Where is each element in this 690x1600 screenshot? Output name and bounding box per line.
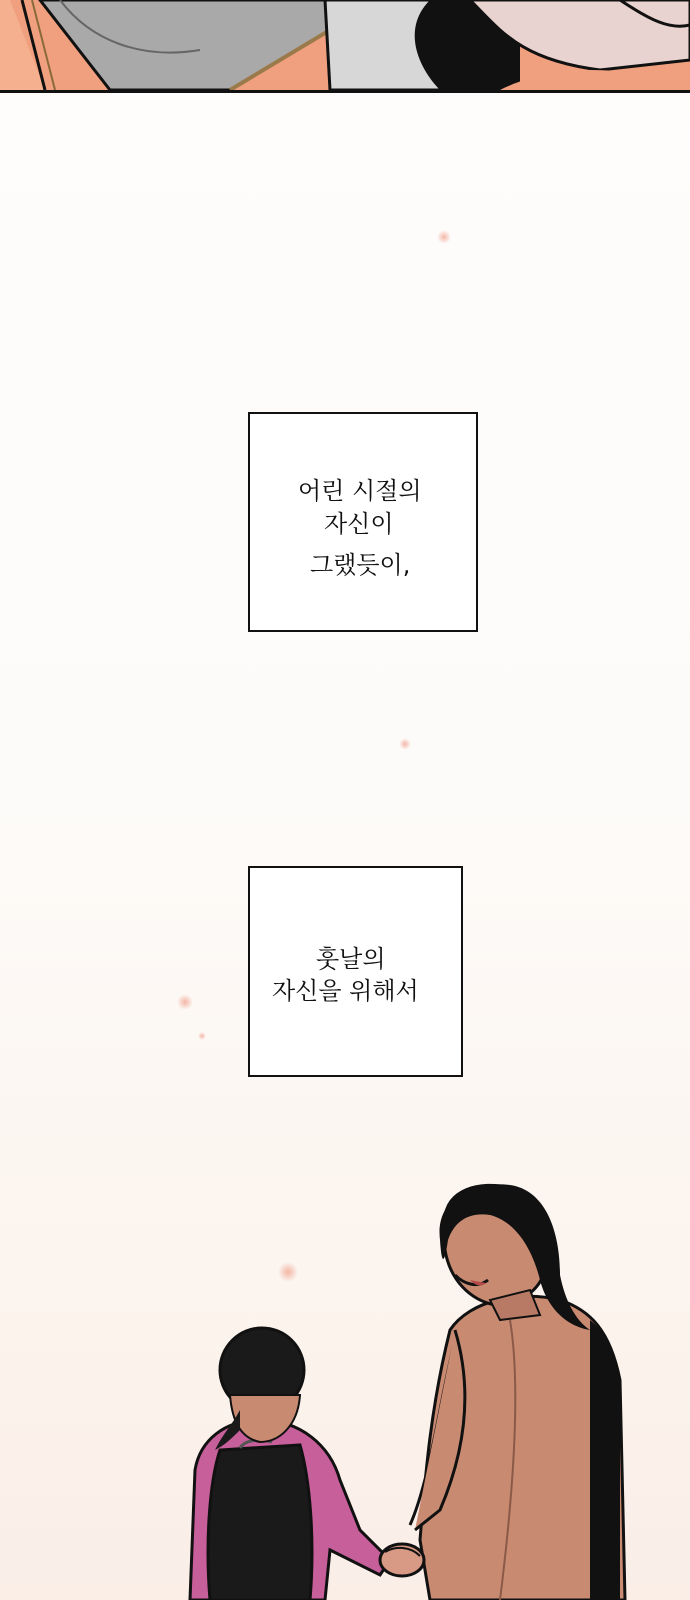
narration-line: 자신을 위해서 [272,977,419,1005]
top-panel-illustration [0,0,690,93]
petal [177,994,193,1010]
narration-line: 어린 시절의 [298,477,422,505]
petal [198,1032,206,1040]
top-panel-art [0,0,690,90]
narration-box [248,866,463,1077]
narration-line: 그랬듯이, [310,551,411,579]
narration-line: 훗날의 [316,945,386,973]
narration-line: 자신이 [324,510,394,538]
narration-box [248,412,478,632]
petal [399,738,411,750]
adult-figure [410,1184,625,1600]
child-figure [190,1328,390,1600]
hand-holding-scene [0,1180,690,1600]
petal [437,230,451,244]
clasped-hands [380,1544,424,1576]
